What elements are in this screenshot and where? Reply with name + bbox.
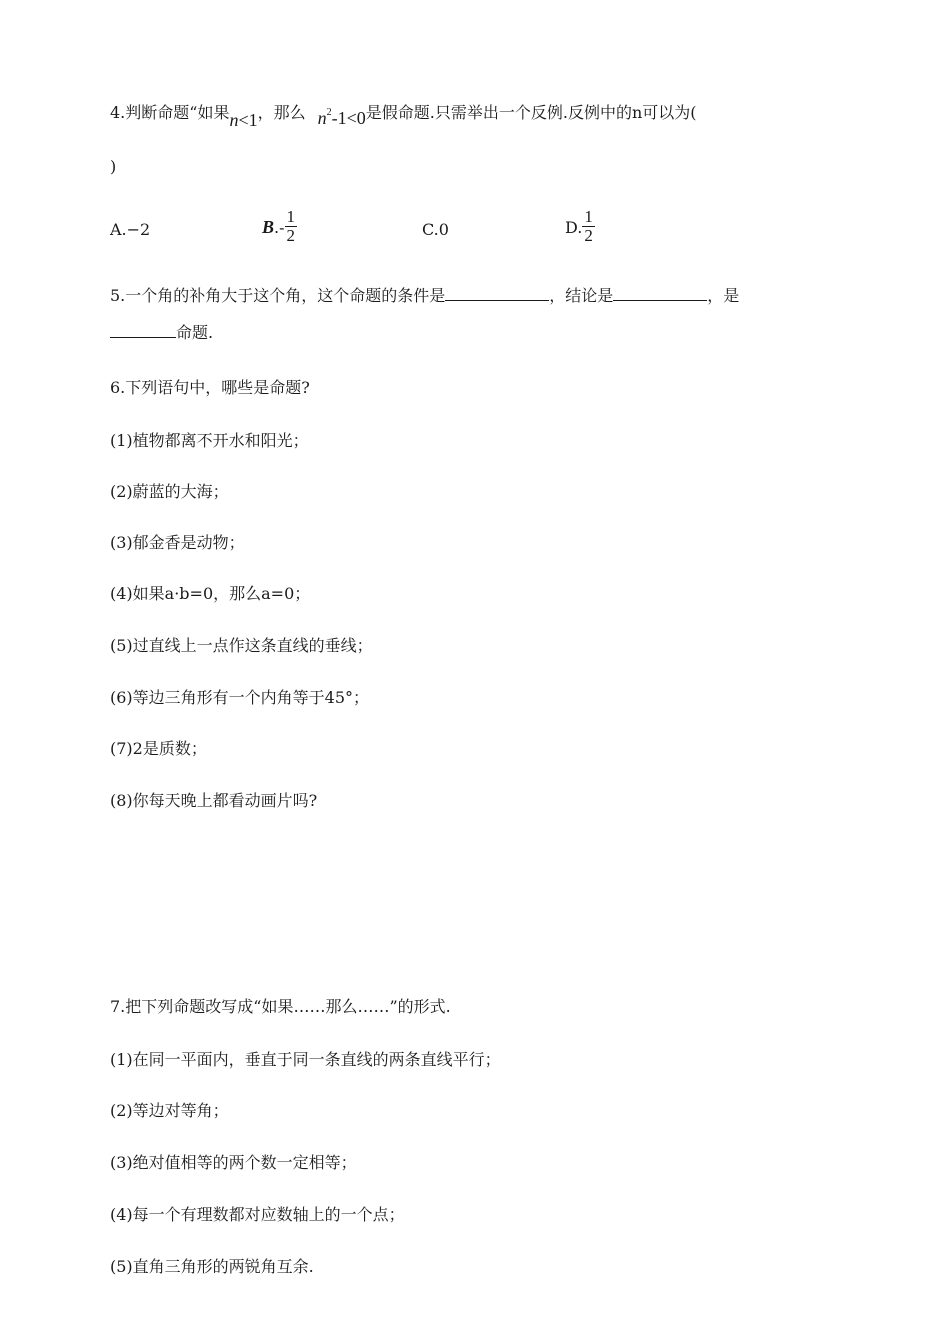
q4-conclusion-math: $n^2-1<0$ (317, 107, 366, 128)
q7-item-1: (1)在同一平面内，垂直于同一条直线的两条直线平行； (110, 1050, 501, 1069)
q7-item-5: (5)直角三角形的两锐角互余. (110, 1257, 314, 1276)
q7-item-3: (3)绝对值相等的两个数一定相等； (110, 1153, 357, 1172)
q4-option-b (262, 208, 297, 245)
q5-stem (110, 286, 739, 306)
q4-option-b-fraction: $\frac{1}{2}$ (286, 207, 296, 245)
q4-option-c: C.0 (422, 220, 449, 239)
q4-then: 那么 (273, 103, 306, 122)
q5-part3: ，是 (707, 286, 740, 305)
q4-option-a: A.−2 (110, 220, 151, 239)
q6-item-7: (7)2是质数； (110, 739, 207, 758)
q7-item-2: (2)等边对等角； (110, 1101, 229, 1120)
q6-item-4: (4)如果a·b=0，那么a=0； (110, 584, 311, 603)
q4-prefix: 4.判断命题“如果 (110, 103, 230, 122)
q6-item-2: (2)蔚蓝的大海； (110, 482, 229, 501)
q4-option-d-label: D. (565, 218, 583, 237)
q5-part2: ，结论是 (549, 286, 614, 305)
q5-part1: 5.一个角的补角大于这个角，这个命题的条件是 (110, 286, 446, 305)
q4-option-b-label: B (262, 217, 275, 237)
q4-condition-math: n<1 (229, 110, 258, 130)
q6-item-3: (3)郁金香是动物； (110, 533, 245, 552)
q5-blank-conclusion[interactable] (613, 286, 707, 301)
q4-option-b-sign: .- (274, 218, 285, 237)
q4-option-d-fraction: $\frac{1}{2}$ (584, 207, 593, 245)
q5-blank-truth[interactable] (110, 323, 176, 338)
q4-suffix: 是假命题.只需举出一个反例.反例中的n可以为( (365, 103, 697, 122)
q4-comma: ， (257, 103, 274, 122)
q7-title: 7.把下列命题改写成“如果……那么……”的形式. (110, 997, 451, 1016)
q5-blank-condition[interactable] (445, 286, 549, 301)
q6-title: 6.下列语句中，哪些是命题? (110, 378, 310, 397)
q4-option-d (565, 208, 595, 245)
q6-item-8: (8)你每天晚上都看动画片吗? (110, 791, 318, 810)
q5-part4: 命题. (176, 323, 214, 342)
q6-item-5: (5)过直线上一点作这条直线的垂线； (110, 636, 373, 655)
q7-item-4: (4)每一个有理数都对应数轴上的一个点； (110, 1205, 405, 1224)
q6-item-6: (6)等边三角形有一个内角等于45°； (110, 688, 370, 707)
q5-stem-line2 (110, 323, 213, 343)
q4-close-paren: ) (110, 157, 117, 176)
q4-stem (110, 97, 697, 130)
q6-item-1: (1)植物都离不开水和阳光； (110, 431, 309, 450)
